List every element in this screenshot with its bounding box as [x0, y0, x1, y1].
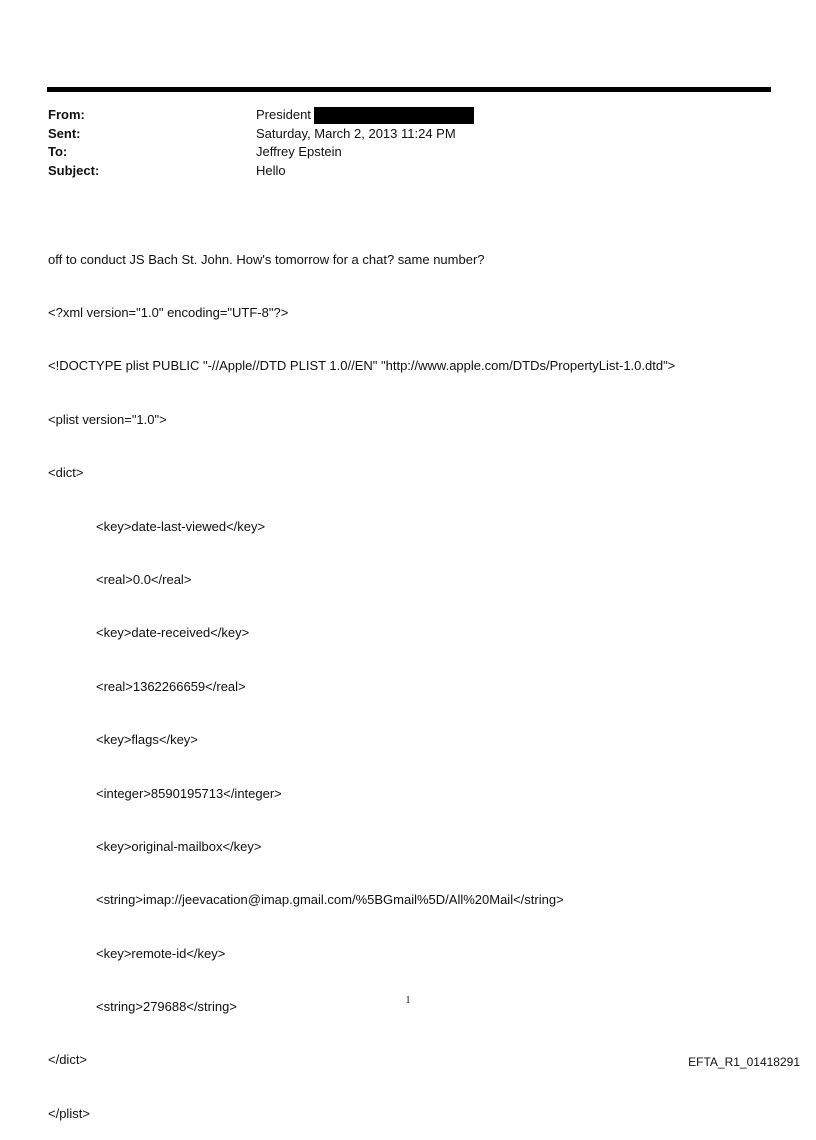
plist-close-line: </plist>: [48, 1105, 90, 1121]
plist-entry-line: <key>remote-id</key>: [96, 945, 226, 961]
plist-entry-line: <integer>8590195713</integer>: [96, 785, 282, 801]
header-divider: [47, 87, 771, 92]
doctype-line: <!DOCTYPE plist PUBLIC "-//Apple//DTD PLIST 1.0//EN" "http://www.apple.com/DTDs/PropertyList-1.0.dtd">: [48, 358, 676, 374]
email-header: [48, 106, 474, 180]
plist-entry-line: <key>flags</key>: [96, 732, 198, 748]
from-value-wrap: [256, 106, 474, 125]
message-line: off to conduct JS Bach St. John. How's tomorrow for a chat? same number?: [48, 251, 485, 267]
dict-close-line: </dict>: [48, 1052, 88, 1068]
sent-value: Saturday, March 2, 2013 11:24 PM: [256, 125, 456, 141]
plist-open-line: <plist version="1.0">: [48, 411, 167, 427]
sent-row: [48, 125, 474, 144]
plist-entry-line: <real>0.0</real>: [96, 571, 192, 587]
redaction-box: [314, 107, 474, 124]
subject-label: Subject:: [48, 162, 100, 178]
sent-label: Sent:: [48, 125, 81, 141]
plist-entry-line: <key>date-received</key>: [96, 625, 250, 641]
plist-entry-line: <key>date-last-viewed</key>: [96, 518, 266, 534]
to-value: Jeffrey Epstein: [256, 144, 342, 159]
xml-declaration-line: <?xml version="1.0" encoding="UTF-8"?>: [48, 304, 289, 320]
plist-entry-line: <real>1362266659</real>: [96, 678, 246, 694]
from-row: [48, 106, 474, 125]
dict-open-line: <dict>: [48, 465, 84, 481]
document-id: EFTA_R1_01418291: [688, 1055, 800, 1069]
page-number: 1: [405, 995, 411, 1006]
to-label: To:: [48, 144, 68, 159]
subject-value: Hello: [256, 162, 286, 178]
to-row: [48, 143, 474, 162]
plist-entry-line: <string>imap://jeevacation@imap.gmail.com/%5BGmail%5D/All%20Mail</string>: [96, 892, 564, 908]
from-value: President: [256, 107, 311, 122]
plist-entry-line: <key>original-mailbox</key>: [96, 838, 262, 854]
plist-entry-line: <string>279688</string>: [96, 999, 237, 1015]
subject-row: [48, 162, 474, 181]
from-label: From:: [48, 107, 85, 122]
